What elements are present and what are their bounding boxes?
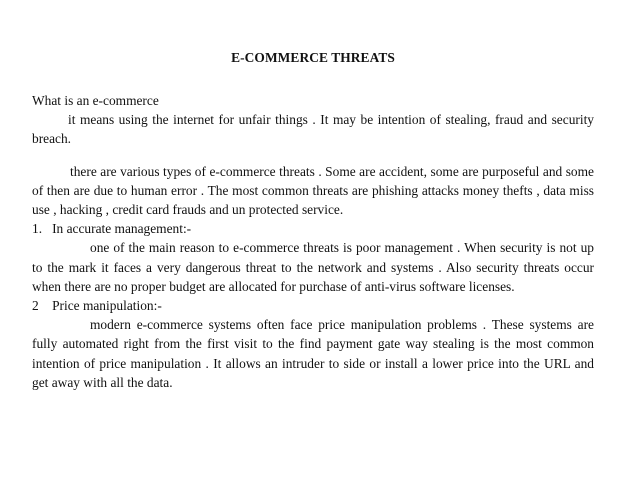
section-text-management: one of the main reason to e-commerce threats is poor management . When security is not up to the mark it faces a very dangerous threat to the network and systems . Also security threats occur when there are no proper budget are allocated for purchase of anti-virus software licenses. [32, 240, 594, 294]
section-text-price: modern e-commerce systems often face price manipulation problems . These systems are fully automated right from the first visit to the find payment gate way stealing is the most common intention of price manipulation . It allows an intruder to side or install a lower price into the URL and get away with all the data. [32, 317, 594, 390]
definition-paragraph: it means using the internet for unfair things . It may be intention of stealing, fraud and security breach. [32, 112, 594, 147]
document-body [32, 91, 594, 392]
overview-paragraph: there are various types of e-commerce threats . Some are accident, some are purposeful and some of then are due to human error . The most common threats are phishing attacks money thefts , data miss use , hacking , credit card frauds and un protected service. [32, 163, 594, 218]
question-line: What is an e-commerce [32, 93, 159, 108]
page-title: E-COMMERCE THREATS [231, 50, 395, 65]
section-heading-management: 1. In accurate management:- [32, 221, 192, 237]
section-heading-price: 2 Price manipulation:- [32, 298, 162, 314]
